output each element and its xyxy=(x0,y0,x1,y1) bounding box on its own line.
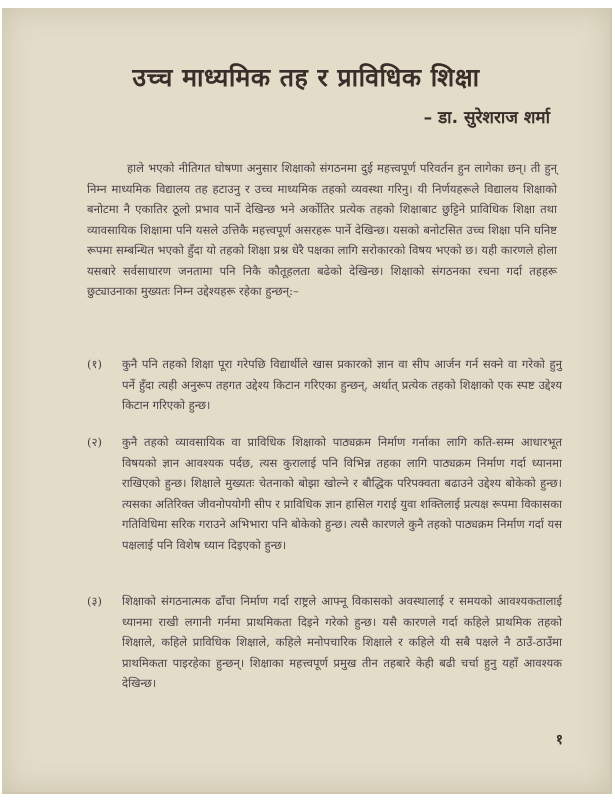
intro-paragraph: हाले भएको नीतिगत घोषणा अनुसार शिक्षाको संगठनमा दुई महत्त्वपूर्ण परिवर्तन हुन लागेका छन्। ती हुन् निम्न माध्यमिक विद्यालय तह हटाउनु र उच्च माध्यमिक तहको व्यवस्था गरिनु। यी निर्णयहरूले विद्यालय शिक्षाको बनोटमा नै एकातिर ठूलो प्रभाव पार्ने देखिन्छ भने अर्कोतिर प्रत्येक तहको शिक्षाबाट छुट्टिने प्राविधिक शिक्षा तथा व्यावसायिक शिक्षामा पनि यसले उत्तिकै महत्त्वपूर्ण असरहरू पार्ने देखिन्छ। यसको बनोटसित उच्च शिक्षा पनि घनिष्ट रूपमा सम्बन्धित भएको हुँदा यो तहको शिक्षा प्रश्न धेरै पक्षका लागि सरोकारको विषय भएको छ। यही कारणले होला यसबारे सर्वसाधारण जनतामा पनि निकै कौतूहलता बढेको देखिन्छ। शिक्षाको संगठनका रचना गर्दा तहहरू छुट्याउनाका मुख्यतः निम्न उद्देश्यहरू रहेका हुन्छन्:– xyxy=(87,161,557,298)
list-item-text: कुनै पनि तहको शिक्षा पूरा गरेपछि विद्यार्थीले खास प्रकारको ज्ञान वा सीप आर्जन गर्न सक्ने वा गरेको हुनु पर्ने हुँदा त्यही अनुरूप तहगत उद्देश्य किटान गरिएका हुन्छन्, अर्थात् प्रत्येक तहको शिक्षाको एक स्पष्ट उद्देश्य किटान गरिएको हुन्छ। xyxy=(122,357,562,412)
page-title: उच्च माध्यमिक तह र प्राविधिक शिक्षा xyxy=(132,63,480,92)
list-item-number: (२) xyxy=(87,435,102,449)
page-number: १ xyxy=(555,732,563,748)
author-line: – डा. सुरेशराज शर्मा xyxy=(423,108,550,128)
list-item-text: कुनै तहको व्यावसायिक वा प्राविधिक शिक्षाको पाठ्यक्रम निर्माण गर्नाका लागि कति-सम्म आधारभूत विषयको ज्ञान आवश्यक पर्दछ, त्यस कुरालाई पनि विभिन्न तहका लागि पाठ्यक्रम निर्माण गर्दा ध्यानमा राखिएको हुन्छ। शिक्षाले मुख्यतः चेतनाको बोझा खोल्ने र बौद्धिक परिपक्वता बढाउने उद्देश्य बोकेको हुन्छ। त्यसका अतिरिक्त जीवनोपयोगी सीप र प्राविधिक ज्ञान हासिल गराई युवा शक्तिलाई प्रत्यक्ष रूपमा विकासका गतिविधिमा सरिक गराउने अभिभारा पनि बोकेको हुन्छ। त्यसै कारणले कुनै तहको पाठ्यक्रम निर्माण गर्दा यस पक्षलाई पनि विशेष ध्यान दिइएको हुन्छ। xyxy=(122,435,562,552)
document-page xyxy=(2,8,612,794)
list-item-text: शिक्षाको संगठनात्मक ढाँचा निर्माण गर्दा राष्ट्रले आफ्नू विकासको अवस्थालाई र समयको आवश्यकतालाई ध्यानमा राखी लगानी गर्नमा प्राथमिकता दिइने गरेको हुन्छ। यसै कारणले गर्दा कहिले प्राथमिक तहको शिक्षाले, कहिले प्राविधिक शिक्षाले, कहिले मनोपचारिक शिक्षाले र कहिले यी सबै पक्षले नै ठाउँ-ठाउँमा प्राथमिकता पाइरहेका हुन्छन्। शिक्षाका महत्त्वपूर्ण प्रमुख तीन तहबारे केही बढी चर्चा हुनु यहाँ आवश्यक देखिन्छ। xyxy=(122,594,562,690)
list-item-number: (१) xyxy=(87,357,102,371)
list-item-number: (३) xyxy=(87,594,102,608)
